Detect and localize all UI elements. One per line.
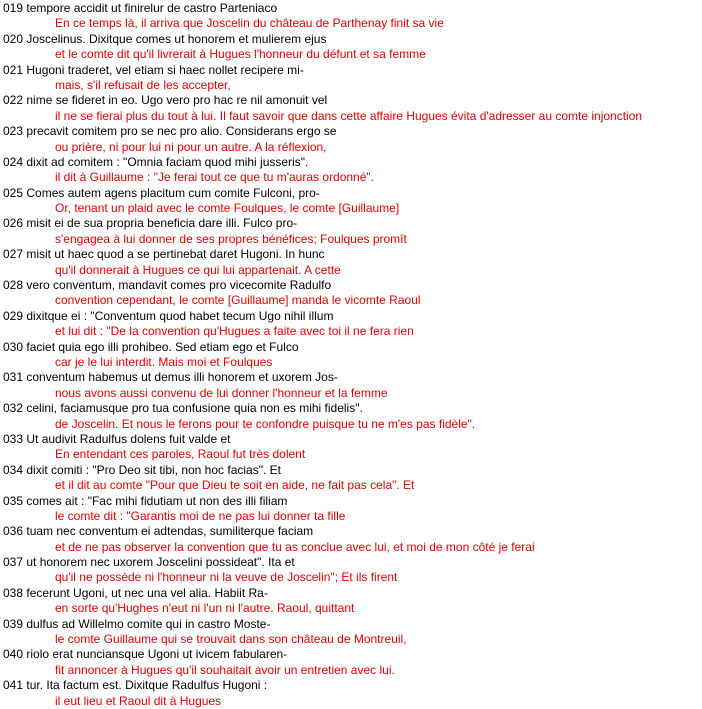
latin-line: 020 Joscelinus. Dixitque comes ut honorem et mulierem ejus	[3, 31, 327, 46]
text-entry	[3, 247, 701, 278]
latin-line: 023 precavit comitem pro se nec pro alio. Considerans ergo se	[3, 124, 337, 139]
french-translation-line: qu'il ne possède ni l'honneur ni la veuve de Joscelin"; Et ils firent	[55, 570, 398, 585]
text-entry	[3, 309, 701, 340]
latin-line: 024 dixit ad comitem : "Omnia faciam quod mihi jusseris".	[3, 154, 309, 169]
latin-line: 037 ut honorem nec uxorem Joscelini possideat". Ita et	[3, 555, 295, 570]
french-translation-line: mais, s'il refusait de les accepter,	[55, 77, 231, 92]
french-translation-line: il eut lieu et Raoul dit à Hugues	[55, 693, 222, 708]
bilingual-text-document	[3, 1, 701, 709]
french-translation-line: ou prière, ni pour lui ni pour un autre. A la réflexion,	[55, 139, 327, 154]
text-entry	[3, 1, 701, 32]
french-translation-line: Or, tenant un plaid avec le comte Foulques, le comte [Guillaume]	[55, 201, 400, 216]
text-entry	[3, 463, 701, 494]
french-translation-line: il dit à Guillaume : "Je ferai tout ce que tu m'auras ordonné".	[55, 170, 374, 185]
latin-line: 034 dixit comiti : "Pro Deo sit tibi, non hoc facias". Et	[3, 462, 281, 477]
latin-line: 033 Ut audivit Radulfus dolens fuit valde et	[3, 431, 231, 446]
latin-line: 038 fecerunt Ugoni, ut nec una vel alia. Habiit Ra-	[3, 585, 268, 600]
latin-line: 032 celini, faciamusque pro tua confusione quia non es mihi fidelis".	[3, 401, 363, 416]
latin-line: 028 vero conventum, mandavit comes pro vicecomite Radulfo	[3, 278, 332, 293]
latin-line: 022 nime se fideret in eo. Ugo vero pro hac re nil amonuit vel	[3, 93, 328, 108]
french-translation-line: il ne se fierai plus du tout à lui. Il faut savoir que dans cette affaire Hugues évita d'adresser au comte injonction	[55, 108, 643, 123]
latin-line: 041 tur. Ita factum est. Dixitque Radulfus Hugoni :	[3, 678, 268, 693]
text-entry	[3, 124, 701, 155]
text-entry	[3, 93, 701, 124]
french-translation-line: en sorte qu'Hughes n'eut ni l'un ni l'autre. Raoul, quittant	[55, 601, 355, 616]
text-entry	[3, 63, 701, 94]
latin-line: 039 dulfus ad Willelmo comite qui in castro Moste-	[3, 616, 271, 631]
text-entry	[3, 678, 701, 709]
latin-line: 025 Comes autem agens placitum cum comite Fulconi, pro-	[3, 185, 320, 200]
french-translation-line: En ce temps là, il arriva que Joscelin du château de Parthenay finit sa vie	[55, 16, 444, 31]
text-entry	[3, 617, 701, 648]
french-translation-line: En entendant ces paroles, Raoul fut très dolent	[55, 447, 306, 462]
latin-line: 040 riolo erat nunciansque Ugoni ut ivicem fabularen-	[3, 647, 288, 662]
text-entry	[3, 32, 701, 63]
text-entry	[3, 186, 701, 217]
french-translation-line: de Joscelin. Et nous le ferons pour te confondre puisque tu ne m'es pas fidèle".	[55, 416, 476, 431]
text-entry	[3, 340, 701, 371]
latin-line: 021 Hugoni traderet, vel etiam si haec nollet recipere mi-	[3, 62, 304, 77]
french-translation-line: car je le lui interdit. Mais moi et Foulques	[55, 354, 273, 369]
text-entry	[3, 647, 701, 678]
latin-line: 035 comes ait : "Fac mihi fidutiam ut non des illi filiam	[3, 493, 288, 508]
latin-line: 031 conventum habemus ut demus illi honorem et uxorem Jos-	[3, 370, 338, 385]
text-entry	[3, 401, 701, 432]
text-entry	[3, 524, 701, 555]
text-entry	[3, 586, 701, 617]
text-entry	[3, 432, 701, 463]
text-entry	[3, 155, 701, 186]
french-translation-line: fit annoncer à Hugues qu'il souhaitait avoir un entretien avec lui.	[55, 662, 395, 677]
french-translation-line: et lui dit : "De la convention qu'Hugues a faite avec toi il ne fera rien	[55, 324, 414, 339]
french-translation-line: nous avons aussi convenu de lui donner l'honneur et la femme	[55, 385, 388, 400]
latin-line: 026 misit ei de sua propria beneficia dare illi. Fulco pro-	[3, 216, 298, 231]
french-translation-line: qu'il donnerait à Hugues ce qui lui appartenait. A cette	[55, 262, 341, 277]
french-translation-line: et il dit au comte "Pour que Dieu te soit en aide, ne fait pas cela". Et	[55, 478, 415, 493]
french-translation-line: convention cependant, le comte [Guillaume] manda le vicomte Raoul	[55, 293, 421, 308]
latin-line: 019 tempore accidit ut finirelur de castro Parteniaco	[3, 1, 278, 15]
latin-line: 030 faciet quia ego illi prohibeo. Sed etiam ego et Fulco	[3, 339, 299, 354]
french-translation-line: s'engagea à lui donner de ses propres bénéfices; Foulques promît	[55, 231, 407, 246]
latin-line: 029 dixitque ei : "Conventum quod habet tecum Ugo nihil illum	[3, 308, 334, 323]
text-entry	[3, 370, 701, 401]
text-entry	[3, 216, 701, 247]
text-entry	[3, 494, 701, 525]
french-translation-line: et le comte dit qu'il livrerait à Hugues l'honneur du défunt et sa femme	[55, 47, 426, 62]
french-translation-line: le comte dit : "Garantis moi de ne pas lui donner ta fille	[55, 508, 346, 523]
text-entry	[3, 278, 701, 309]
text-entry	[3, 555, 701, 586]
latin-line: 036 tuam nec conventum ei adtendas, sumiliterque faciam	[3, 524, 314, 539]
french-translation-line: le comte Guillaume qui se trouvait dans son château de Montreuil,	[55, 632, 407, 647]
latin-line: 027 misit ut haec quod a se pertinebat daret Hugoni. In hunc	[3, 247, 325, 262]
french-translation-line: et de ne pas observer la convention que tu as conclue avec lui, et moi de mon côté je ferai	[55, 539, 535, 554]
